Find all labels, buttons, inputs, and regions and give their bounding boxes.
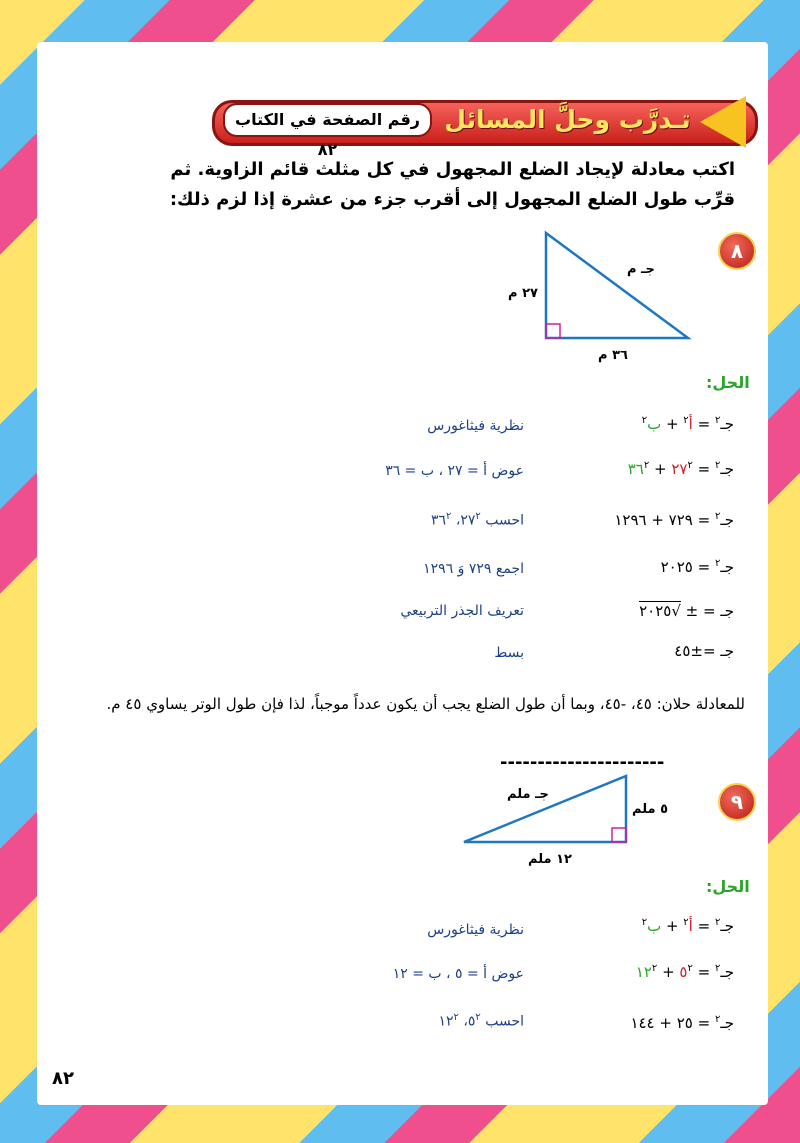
problem-8-badge: ٨ xyxy=(718,232,756,270)
page-number: ٨٢ xyxy=(52,1068,74,1089)
p9-leg-b-label: ١٢ ملم xyxy=(528,852,572,867)
p8-equation-5: جـ = ± √٢٠٢٥ xyxy=(639,602,734,620)
separator: ---------------------- xyxy=(500,752,665,773)
problem-8-triangle xyxy=(508,228,718,368)
p9-equation-2: جـ$^٢$ = $٥^٢$ + $١٢^٢$ xyxy=(635,963,734,981)
p8-equation-3: جـ$^٢$ = ٧٢٩ + ١٢٩٦ xyxy=(614,511,734,529)
problem-9-triangle xyxy=(458,770,638,850)
p8-justification-3: احسب $٢٧^٢،$ $٣٦^٢$ xyxy=(430,511,524,529)
p9-justification-1: نظرية فيثاغورس xyxy=(427,922,524,938)
p8-justification-6: بسط xyxy=(494,645,524,661)
p8-equation-1: جـ$^٢$ = أ$^٢$ + ب$^٢$ xyxy=(641,415,734,433)
p8-leg-a-label: ٢٧ م xyxy=(508,286,538,301)
p9-justification-2: عوض أ = ٥ ، ب = ١٢ xyxy=(392,966,524,982)
problem-9-badge: ٩ xyxy=(718,783,756,821)
p8-hyp-label: جـ م xyxy=(627,262,655,277)
banner-title: تـدرَّب وحلَّ المسائل xyxy=(444,105,691,134)
book-page-reference: رقم الصفحة في الكتاب ٨٢ xyxy=(223,103,432,137)
p8-equation-4: جـ$^٢$ = ٢٠٢٥ xyxy=(660,558,734,576)
p9-justification-3: احسب $٥^٢،$ $١٢^٢$ xyxy=(438,1012,524,1030)
p8-solution-label: الحل: xyxy=(706,373,750,392)
p8-conclusion: للمعادلة حلان: ٤٥، -٤٥، وبما أن طول الضلع يجب أن يكون عدداً موجباً، لذا فإن طول الوتر يساوي ٤٥ م. xyxy=(106,695,745,713)
p9-equation-3: جـ$^٢$ = ٢٥ + ١٤٤ xyxy=(630,1014,734,1032)
p9-equation-1: جـ$^٢$ = أ$^٢$ + ب$^٢$ xyxy=(641,917,734,935)
p9-leg-a-label: ٥ ملم xyxy=(632,802,669,817)
p8-justification-5: تعريف الجذر التربيعي xyxy=(400,603,524,619)
p8-equation-6: جـ =±٤٥ xyxy=(674,642,734,660)
p8-justification-1: نظرية فيثاغورس xyxy=(427,418,524,434)
instructions-text: اكتب معادلة لإيجاد الضلع المجهول في كل مثلث قائم الزاوية. ثم قرِّب طول الضلع المجهول إلى أقرب جزء من عشرة إذا لزم ذلك: xyxy=(169,159,735,210)
p9-solution-label: الحل: xyxy=(706,877,750,896)
p9-hyp-label: جـ ملم xyxy=(507,787,549,802)
banner-arrow-icon xyxy=(700,96,746,148)
p8-justification-4: اجمع ٧٢٩ وَ ١٢٩٦ xyxy=(423,561,524,577)
p8-equation-2: جـ$^٢$ = $٢٧^٢$ + $٣٦^٢$ xyxy=(627,460,734,478)
p8-leg-b-label: ٣٦ م xyxy=(598,348,628,363)
p8-justification-2: عوض أ = ٢٧ ، ب = ٣٦ xyxy=(385,463,524,479)
